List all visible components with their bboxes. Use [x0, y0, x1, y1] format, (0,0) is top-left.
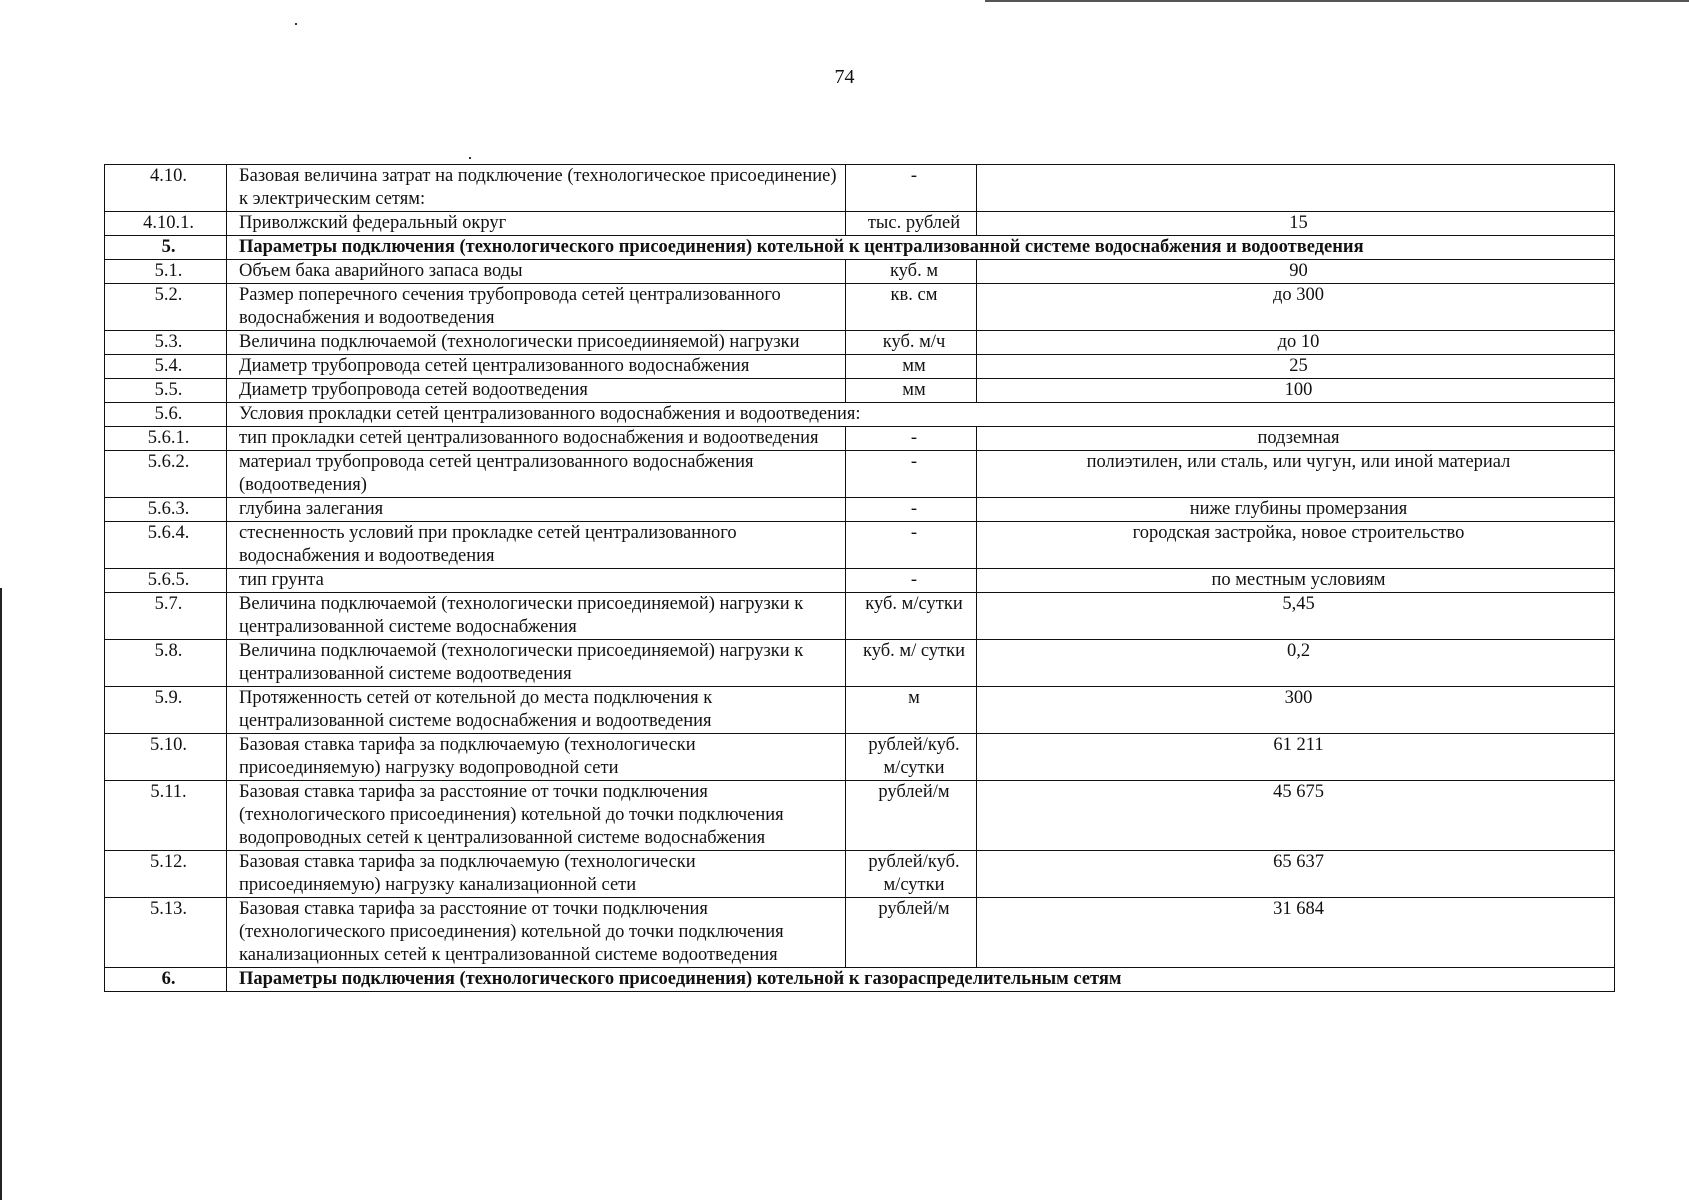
section-number: 6.	[105, 968, 227, 992]
row-value: 15	[977, 212, 1615, 236]
row-unit: мм	[846, 379, 977, 403]
row-name: глубина залегания	[227, 498, 846, 522]
row-value: полиэтилен, или сталь, или чугун, или иной материал	[977, 451, 1615, 498]
row-value: ниже глубины промерзания	[977, 498, 1615, 522]
row-name: Приволжский федеральный округ	[227, 212, 846, 236]
scan-speck	[469, 157, 471, 159]
row-name: Величина подключаемой (технологически присоедииняемой) нагрузки	[227, 331, 846, 355]
page-number: 74	[834, 66, 855, 88]
row-value: 300	[977, 687, 1615, 734]
table-row	[105, 165, 1615, 212]
row-number: 5.9.	[105, 687, 227, 734]
table-row	[105, 379, 1615, 403]
table-row	[105, 898, 1615, 968]
row-name: Величина подключаемой (технологически присоединяемой) нагрузки к централизованной системе водоотведения	[227, 640, 846, 687]
row-value: 90	[977, 260, 1615, 284]
row-number: 5.6.2.	[105, 451, 227, 498]
row-unit: кв. см	[846, 284, 977, 331]
row-number: 5.6.4.	[105, 522, 227, 569]
row-value: 61 211	[977, 734, 1615, 781]
row-value: 45 675	[977, 781, 1615, 851]
table-row	[105, 593, 1615, 640]
row-number: 4.10.1.	[105, 212, 227, 236]
row-name: тип прокладки сетей централизованного водоснабжения и водоотведения	[227, 427, 846, 451]
row-number: 5.10.	[105, 734, 227, 781]
subsection-title: Условия прокладки сетей централизованного водоснабжения и водоотведения:	[227, 403, 1615, 427]
row-number: 5.6.5.	[105, 569, 227, 593]
row-name: Объем бака аварийного запаса воды	[227, 260, 846, 284]
row-unit: мм	[846, 355, 977, 379]
row-unit: -	[846, 522, 977, 569]
row-value: городская застройка, новое строительство	[977, 522, 1615, 569]
table-row	[105, 451, 1615, 498]
row-unit: м	[846, 687, 977, 734]
table-row	[105, 355, 1615, 379]
section-title: Параметры подключения (технологического присоединения) котельной к централизованной системе водоснабжения и водоотведения	[227, 236, 1615, 260]
row-value: 5,45	[977, 593, 1615, 640]
table-row	[105, 498, 1615, 522]
row-value: до 10	[977, 331, 1615, 355]
row-number: 5.11.	[105, 781, 227, 851]
row-unit: рублей/м	[846, 781, 977, 851]
row-unit: -	[846, 165, 977, 212]
row-unit: рублей/куб. м/сутки	[846, 851, 977, 898]
row-value: 31 684	[977, 898, 1615, 968]
row-name: Базовая ставка тарифа за подключаемую (технологически присоединяемую) нагрузку водопроводной сети	[227, 734, 846, 781]
row-value: 65 637	[977, 851, 1615, 898]
section-number: 5.	[105, 236, 227, 260]
row-value: 0,2	[977, 640, 1615, 687]
top-rule	[985, 0, 1689, 2]
subsection-number: 5.6.	[105, 403, 227, 427]
table-row	[105, 851, 1615, 898]
row-name: тип грунта	[227, 569, 846, 593]
table-row	[105, 284, 1615, 331]
row-number: 5.7.	[105, 593, 227, 640]
row-unit: куб. м	[846, 260, 977, 284]
row-number: 5.2.	[105, 284, 227, 331]
section-title: Параметры подключения (технологического присоединения) котельной к газораспределительным сетям	[227, 968, 1615, 992]
row-number: 5.12.	[105, 851, 227, 898]
row-unit: тыс. рублей	[846, 212, 977, 236]
row-name: Базовая ставка тарифа за расстояние от точки подключения (технологического присоединения) котельной до точки подключения водопроводных сетей к централизованной системе водоснабжения	[227, 781, 846, 851]
row-number: 5.5.	[105, 379, 227, 403]
row-name: Диаметр трубопровода сетей централизованного водоснабжения	[227, 355, 846, 379]
row-value: до 300	[977, 284, 1615, 331]
row-name: Величина подключаемой (технологически присоединяемой) нагрузки к централизованной системе водоснабжения	[227, 593, 846, 640]
section-row	[105, 236, 1615, 260]
row-number: 5.6.3.	[105, 498, 227, 522]
row-unit: рублей/куб. м/сутки	[846, 734, 977, 781]
scan-edge-mark	[0, 588, 2, 1200]
row-name: Базовая величина затрат на подключение (технологическое присоединение) к электрическим сетям:	[227, 165, 846, 212]
row-value: 25	[977, 355, 1615, 379]
table-row	[105, 331, 1615, 355]
row-unit: куб. м/сутки	[846, 593, 977, 640]
row-value: подземная	[977, 427, 1615, 451]
row-unit: рублей/м	[846, 898, 977, 968]
row-number: 5.4.	[105, 355, 227, 379]
row-unit: -	[846, 569, 977, 593]
row-number: 5.1.	[105, 260, 227, 284]
table-row	[105, 640, 1615, 687]
row-name: Базовая ставка тарифа за подключаемую (технологически присоединяемую) нагрузку канализационной сети	[227, 851, 846, 898]
row-number: 5.6.1.	[105, 427, 227, 451]
row-unit: куб. м/ч	[846, 331, 977, 355]
row-name: Базовая ставка тарифа за расстояние от точки подключения (технологического присоединения) котельной до точки подключения канализационных сетей к централизованной системе водоотведения	[227, 898, 846, 968]
row-unit: -	[846, 451, 977, 498]
row-number: 5.3.	[105, 331, 227, 355]
row-value: 100	[977, 379, 1615, 403]
row-value	[977, 165, 1615, 212]
table-row	[105, 781, 1615, 851]
table-row	[105, 260, 1615, 284]
parameters-table	[104, 164, 1615, 992]
row-unit: куб. м/ сутки	[846, 640, 977, 687]
row-name: стесненность условий при прокладке сетей централизованного водоснабжения и водоотведения	[227, 522, 846, 569]
row-number: 5.8.	[105, 640, 227, 687]
row-number: 4.10.	[105, 165, 227, 212]
row-value: по местным условиям	[977, 569, 1615, 593]
subsection-row	[105, 403, 1615, 427]
row-unit: -	[846, 427, 977, 451]
table-row	[105, 734, 1615, 781]
row-number: 5.13.	[105, 898, 227, 968]
table-row	[105, 427, 1615, 451]
table-row	[105, 522, 1615, 569]
row-unit: -	[846, 498, 977, 522]
scan-speck	[295, 23, 297, 25]
row-name: Диаметр трубопровода сетей водоотведения	[227, 379, 846, 403]
row-name: Размер поперечного сечения трубопровода сетей централизованного водоснабжения и водоотведения	[227, 284, 846, 331]
table-row	[105, 569, 1615, 593]
row-name: Протяженность сетей от котельной до места подключения к централизованной системе водоснабжения и водоотведения	[227, 687, 846, 734]
table-row	[105, 212, 1615, 236]
table-row	[105, 687, 1615, 734]
section-row	[105, 968, 1615, 992]
row-name: материал трубопровода сетей централизованного водоснабжения (водоотведения)	[227, 451, 846, 498]
